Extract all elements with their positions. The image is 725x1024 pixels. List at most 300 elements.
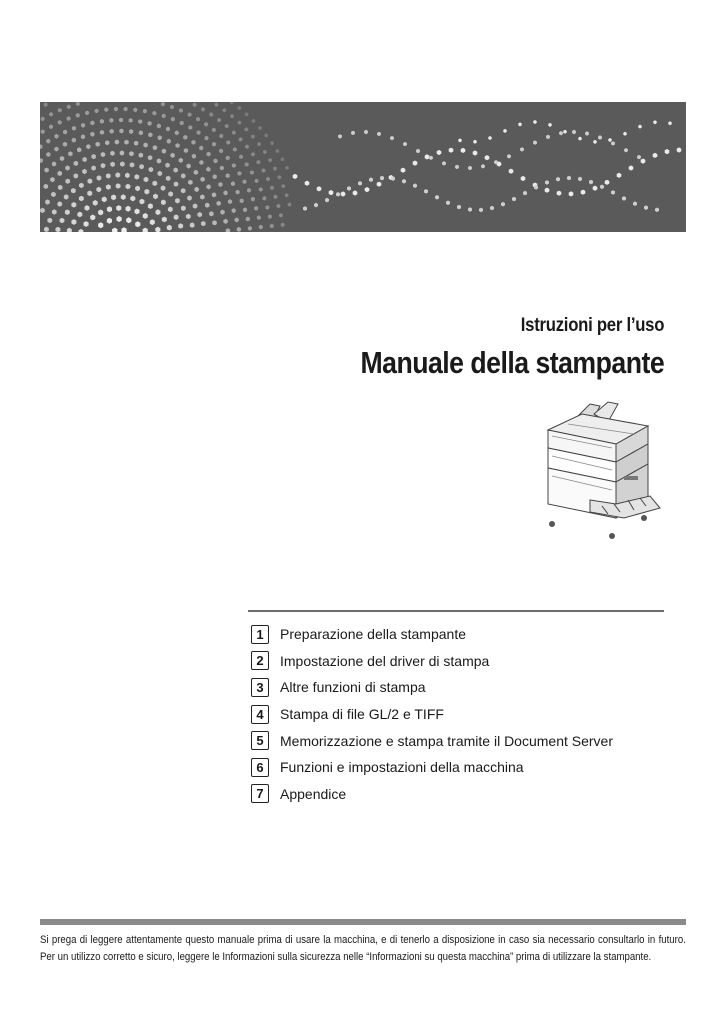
- pattern-dot: [281, 184, 285, 188]
- pattern-dot: [148, 132, 152, 137]
- pattern-dot: [556, 177, 560, 182]
- pattern-dot: [293, 174, 298, 179]
- pattern-dot: [358, 181, 362, 186]
- pattern-dot: [347, 186, 351, 191]
- pattern-dot: [162, 217, 167, 223]
- pattern-dot: [403, 142, 407, 146]
- pattern-dot: [380, 176, 384, 181]
- pattern-dot: [199, 160, 203, 165]
- pattern-dot: [485, 155, 490, 160]
- cover-banner: [40, 102, 686, 232]
- pattern-dot: [305, 181, 310, 186]
- pattern-dot: [559, 131, 563, 135]
- pattern-dot: [112, 228, 117, 232]
- pattern-dot: [246, 217, 250, 222]
- dot-pattern-graphic: [40, 102, 686, 232]
- pattern-dot: [578, 177, 582, 182]
- pattern-dot: [593, 140, 596, 144]
- pattern-dot: [546, 135, 550, 139]
- pattern-dot: [226, 140, 230, 145]
- pattern-dot: [442, 161, 446, 165]
- pattern-dot: [605, 180, 610, 185]
- pattern-dot: [90, 215, 95, 221]
- pattern-dot: [247, 188, 251, 193]
- pattern-dot: [217, 201, 221, 206]
- pattern-dot: [84, 221, 89, 227]
- pattern-dot: [262, 196, 266, 201]
- pattern-dot: [40, 208, 45, 213]
- pattern-dot: [196, 117, 200, 122]
- pattern-dot: [653, 120, 656, 124]
- pattern-dot: [110, 162, 115, 167]
- pattern-dot: [364, 130, 368, 134]
- pattern-dot: [49, 112, 53, 117]
- pattern-dot: [167, 225, 172, 231]
- pattern-dot: [637, 155, 641, 159]
- pattern-dot: [274, 195, 278, 199]
- pattern-dot: [57, 201, 62, 207]
- pattern-dot: [41, 129, 45, 134]
- pattern-dot: [74, 173, 79, 178]
- chapter-title: Altre funzioni di stampa: [280, 679, 426, 696]
- pattern-dot: [60, 156, 64, 161]
- pattern-dot: [629, 165, 634, 170]
- pattern-dot: [46, 139, 50, 144]
- pattern-dot: [171, 117, 175, 122]
- pattern-dot: [134, 141, 138, 146]
- pattern-dot: [183, 135, 187, 140]
- pattern-dot: [413, 161, 418, 166]
- pattern-dot: [175, 198, 180, 204]
- pattern-dot: [126, 184, 131, 190]
- pattern-dot: [87, 191, 92, 197]
- pattern-dot: [186, 164, 190, 169]
- pattern-dot: [85, 111, 89, 116]
- pattern-dot: [107, 218, 112, 224]
- pattern-dot: [126, 206, 131, 212]
- pattern-dot: [281, 157, 285, 161]
- pattern-dot: [74, 161, 79, 166]
- pattern-dot: [77, 212, 82, 218]
- pattern-dot: [187, 195, 192, 200]
- pattern-dot: [668, 121, 671, 125]
- pattern-dot: [191, 140, 195, 145]
- pattern-dot: [268, 214, 272, 219]
- pattern-dot: [220, 210, 224, 215]
- pattern-dot: [65, 179, 70, 184]
- pattern-dot: [110, 129, 114, 134]
- chapter-number-badge: 1: [251, 625, 269, 644]
- pattern-dot: [155, 227, 160, 232]
- pattern-dot: [285, 193, 289, 197]
- pattern-dot: [120, 161, 125, 166]
- pattern-dot: [85, 205, 90, 211]
- wide-format-printer-icon: [538, 400, 662, 545]
- pattern-dot: [200, 177, 204, 182]
- pattern-dot: [86, 144, 90, 149]
- pattern-dot: [254, 206, 258, 211]
- pattern-dot: [351, 131, 355, 135]
- pattern-dot: [585, 131, 589, 135]
- pattern-dot: [170, 105, 174, 110]
- pattern-dot: [611, 141, 615, 145]
- pattern-dot: [245, 127, 249, 131]
- pattern-dot: [245, 112, 249, 116]
- pattern-dot: [144, 189, 149, 195]
- pattern-dot: [578, 137, 581, 141]
- pattern-dot: [161, 185, 166, 191]
- toc-divider: [248, 610, 664, 612]
- pattern-dot: [174, 214, 179, 220]
- pattern-dot: [390, 136, 394, 140]
- pattern-dot: [520, 147, 524, 151]
- pattern-dot: [212, 220, 217, 225]
- pattern-dot: [188, 180, 193, 185]
- pattern-dot: [120, 150, 125, 155]
- chapter-title: Stampa di file GL/2 e TIFF: [280, 706, 444, 723]
- pattern-dot: [232, 130, 236, 134]
- pattern-dot: [548, 123, 551, 127]
- pattern-dot: [81, 123, 85, 128]
- pattern-dot: [201, 221, 206, 226]
- pattern-dot: [226, 228, 230, 232]
- pattern-dot: [194, 187, 199, 192]
- pattern-dot: [533, 120, 536, 124]
- pattern-dot: [593, 186, 598, 191]
- pattern-dot: [303, 206, 307, 211]
- pattern-dot: [116, 183, 121, 189]
- pattern-dot: [507, 154, 511, 158]
- pattern-dot: [119, 118, 123, 123]
- pattern-dot: [238, 106, 242, 110]
- chapter-title: Impostazione del driver di stampa: [280, 652, 490, 669]
- pattern-dot: [161, 200, 166, 206]
- pattern-dot: [218, 182, 222, 187]
- pattern-dot: [435, 195, 439, 200]
- pattern-dot: [572, 130, 576, 134]
- pattern-dot: [158, 135, 162, 140]
- pattern-dot: [503, 129, 506, 133]
- pattern-dot: [45, 199, 50, 204]
- pattern-dot: [52, 161, 56, 166]
- pattern-dot: [65, 165, 70, 170]
- pattern-dot: [285, 166, 289, 170]
- pattern-dot: [111, 195, 116, 201]
- pattern-dot: [481, 164, 485, 168]
- pattern-dot: [230, 102, 234, 104]
- chapter-title: Preparazione della stampante: [280, 626, 467, 643]
- pattern-dot: [98, 222, 103, 228]
- pattern-dot: [119, 129, 123, 134]
- pattern-dot: [277, 204, 281, 208]
- pattern-dot: [167, 139, 171, 144]
- pattern-dot: [158, 171, 163, 176]
- pattern-dot: [279, 213, 283, 217]
- pattern-dot: [458, 138, 461, 142]
- pattern-dot: [232, 163, 236, 168]
- pattern-dot: [104, 107, 108, 112]
- pattern-dot: [276, 149, 280, 153]
- pattern-dot: [401, 168, 406, 173]
- pattern-dot: [40, 144, 43, 149]
- pattern-dot: [106, 173, 111, 178]
- pattern-dot: [81, 134, 85, 139]
- pattern-dot: [314, 203, 318, 208]
- pattern-dot: [72, 126, 76, 131]
- pattern-dot: [413, 183, 417, 188]
- pattern-dot: [67, 105, 71, 110]
- pattern-dot: [617, 173, 622, 178]
- pattern-dot: [473, 140, 476, 144]
- pattern-dot: [425, 154, 430, 159]
- pattern-dot: [240, 198, 244, 203]
- pattern-dot: [209, 211, 214, 216]
- pattern-dot: [168, 191, 173, 196]
- pattern-dot: [54, 147, 58, 152]
- pattern-dot: [179, 158, 183, 163]
- pattern-dot: [114, 107, 118, 112]
- pattern-dot: [78, 229, 83, 232]
- pattern-dot: [170, 153, 174, 158]
- pattern-dot: [150, 219, 155, 225]
- pattern-dot: [47, 218, 52, 223]
- pattern-dot: [239, 155, 243, 160]
- pattern-dot: [76, 102, 80, 106]
- pattern-dot: [248, 226, 252, 231]
- pattern-dot: [206, 184, 210, 189]
- pattern-dot: [429, 156, 433, 160]
- pattern-dot: [143, 109, 147, 114]
- footer-divider: [40, 919, 686, 925]
- pattern-dot: [140, 199, 145, 205]
- pattern-dot: [589, 180, 593, 185]
- pattern-dot: [152, 181, 157, 186]
- pattern-dot: [149, 167, 154, 172]
- pattern-dot: [235, 217, 239, 222]
- pattern-dot: [82, 157, 87, 162]
- pattern-dot: [126, 217, 131, 223]
- pattern-dot: [251, 135, 255, 139]
- pattern-dot: [567, 176, 571, 181]
- pattern-dot: [175, 130, 179, 135]
- pattern-dot: [199, 146, 203, 151]
- pattern-dot: [134, 174, 139, 180]
- pattern-dot: [257, 160, 261, 164]
- pattern-dot: [95, 109, 99, 114]
- pattern-dot: [490, 206, 494, 211]
- pattern-dot: [174, 182, 179, 187]
- pattern-dot: [212, 192, 216, 197]
- pattern-dot: [166, 176, 171, 181]
- pattern-dot: [533, 140, 537, 144]
- pattern-dot: [545, 188, 550, 193]
- pattern-dot: [124, 107, 128, 112]
- pattern-dot: [125, 173, 130, 179]
- pattern-dot: [197, 130, 201, 135]
- document-title: Manuale della stampante: [360, 345, 664, 380]
- pattern-dot: [188, 125, 192, 130]
- pattern-dot: [188, 112, 192, 117]
- pattern-dot: [226, 156, 230, 161]
- pattern-dot: [338, 134, 342, 138]
- pattern-dot: [100, 130, 104, 135]
- pattern-dot: [64, 194, 69, 200]
- pattern-dot: [143, 143, 147, 148]
- pattern-dot: [251, 152, 255, 156]
- pattern-dot: [63, 130, 67, 135]
- pattern-dot: [71, 202, 76, 208]
- pattern-dot: [77, 147, 81, 152]
- pattern-dot: [598, 135, 602, 139]
- pattern-dot: [49, 124, 53, 129]
- pattern-dot: [97, 175, 102, 181]
- pattern-dot: [446, 201, 450, 206]
- pattern-dot: [175, 143, 179, 148]
- pattern-dot: [265, 205, 269, 210]
- pattern-dot: [165, 163, 170, 168]
- pattern-dot: [230, 114, 234, 118]
- pattern-dot: [133, 108, 137, 113]
- pattern-dot: [437, 150, 442, 155]
- pattern-dot: [329, 190, 334, 195]
- pattern-dot: [51, 192, 56, 197]
- pattern-dot: [161, 102, 165, 106]
- pattern-dot: [180, 121, 184, 126]
- toc-item: [251, 648, 613, 675]
- pattern-dot: [213, 159, 217, 164]
- pattern-dot: [96, 142, 100, 147]
- pattern-dot: [266, 177, 270, 181]
- title-block: [311, 313, 664, 381]
- pattern-dot: [91, 165, 96, 170]
- pattern-dot: [264, 133, 268, 137]
- toc-item: [251, 674, 613, 701]
- pattern-dot: [52, 209, 57, 215]
- pattern-dot: [101, 163, 106, 168]
- pattern-dot: [76, 113, 80, 118]
- pattern-dot: [677, 147, 682, 152]
- chapter-title: Appendice: [280, 785, 347, 802]
- pattern-dot: [468, 207, 472, 212]
- pattern-dot: [179, 108, 183, 113]
- pattern-dot: [622, 196, 626, 201]
- pattern-dot: [101, 152, 106, 157]
- pattern-dot: [143, 228, 148, 232]
- pattern-dot: [325, 198, 329, 203]
- pattern-dot: [665, 149, 670, 154]
- pattern-dot: [60, 218, 65, 224]
- pattern-dot: [225, 124, 229, 128]
- pattern-dot: [44, 168, 48, 173]
- pattern-dot: [557, 191, 562, 196]
- toc-item: [251, 621, 613, 648]
- pattern-dot: [377, 132, 381, 136]
- pattern-dot: [641, 159, 646, 164]
- pattern-dot: [148, 155, 153, 160]
- pattern-dot: [157, 124, 161, 129]
- pattern-dot: [181, 173, 186, 178]
- pattern-dot: [115, 172, 120, 178]
- pattern-dot: [215, 103, 219, 107]
- pattern-dot: [245, 162, 249, 167]
- pattern-dot: [258, 126, 262, 130]
- chapter-list: [251, 621, 613, 807]
- pattern-dot: [238, 121, 242, 125]
- pattern-dot: [193, 203, 198, 208]
- pattern-dot: [416, 149, 420, 153]
- pattern-dot: [110, 151, 115, 156]
- pattern-dot: [178, 223, 183, 229]
- pattern-dot: [369, 177, 373, 182]
- pattern-dot: [124, 140, 128, 145]
- pattern-dot: [219, 149, 223, 154]
- pattern-dot: [130, 162, 135, 167]
- pattern-dot: [281, 223, 285, 227]
- pattern-dot: [91, 154, 96, 159]
- pattern-dot: [129, 151, 134, 156]
- pattern-dot: [455, 165, 459, 169]
- pattern-dot: [139, 153, 144, 158]
- pattern-dot: [157, 158, 162, 163]
- pattern-dot: [138, 119, 142, 124]
- pattern-dot: [243, 179, 247, 184]
- pattern-dot: [65, 209, 70, 215]
- pattern-dot: [143, 213, 148, 219]
- pattern-dot: [638, 125, 641, 129]
- toc-item: [251, 701, 613, 728]
- pattern-dot: [239, 137, 243, 141]
- pattern-dot: [223, 190, 227, 195]
- pattern-dot: [205, 203, 210, 208]
- pattern-dot: [501, 202, 505, 207]
- pattern-dot: [139, 130, 143, 135]
- pattern-dot: [273, 166, 277, 170]
- pattern-dot: [226, 173, 230, 178]
- pattern-dot: [250, 170, 254, 175]
- pattern-dot: [243, 207, 247, 212]
- pattern-dot: [624, 148, 628, 152]
- pattern-dot: [623, 132, 626, 136]
- pattern-dot: [181, 206, 186, 212]
- pattern-dot: [600, 185, 604, 190]
- pattern-dot: [353, 190, 358, 195]
- pattern-dot: [98, 210, 103, 216]
- pattern-dot: [461, 148, 466, 153]
- pattern-dot: [512, 197, 516, 202]
- pattern-dot: [44, 103, 48, 107]
- pattern-dot: [219, 134, 223, 139]
- pattern-dot: [633, 201, 637, 206]
- pattern-dot: [153, 194, 158, 200]
- pattern-dot: [82, 169, 87, 174]
- pattern-dot: [402, 179, 406, 184]
- pattern-dot: [79, 196, 84, 202]
- pattern-dot: [259, 225, 263, 230]
- pattern-dot: [100, 119, 104, 124]
- pattern-dot: [569, 191, 574, 196]
- pattern-dot: [205, 136, 209, 141]
- pattern-dot: [288, 202, 292, 206]
- pattern-dot: [90, 132, 94, 137]
- pattern-dot: [105, 140, 109, 145]
- pattern-dot: [148, 121, 152, 126]
- pattern-dot: [153, 145, 157, 150]
- pattern-dot: [251, 197, 255, 202]
- pattern-dot: [231, 181, 235, 186]
- pattern-dot: [50, 177, 55, 182]
- pattern-dot: [130, 196, 135, 202]
- pattern-dot: [518, 122, 521, 126]
